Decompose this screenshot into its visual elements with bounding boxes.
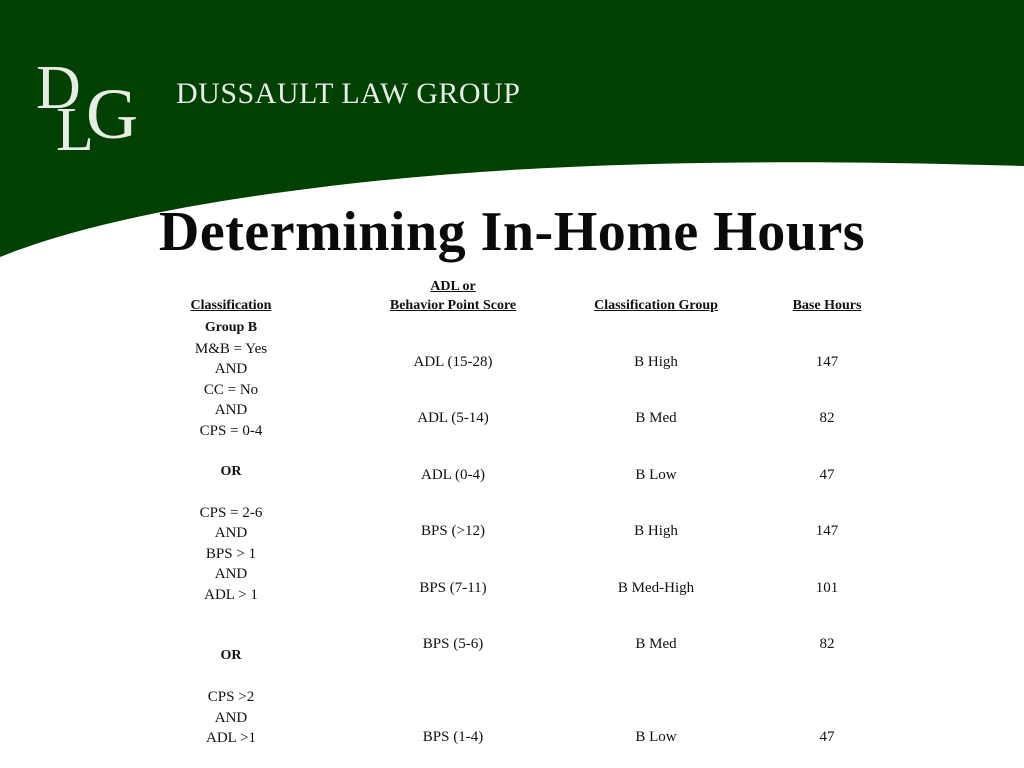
classification-line: ADL > 1 <box>204 586 258 603</box>
classification-line: AND <box>214 361 248 377</box>
group-cell: B Med <box>635 636 677 652</box>
classification-line: AND <box>214 709 248 726</box>
group-cell: B Low <box>635 729 677 745</box>
group-cell: B High <box>634 523 678 539</box>
header-base-hours: Base Hours <box>792 298 862 313</box>
dlg-logo <box>34 46 154 156</box>
score-cell: BPS (1-4) <box>422 729 484 745</box>
classification-cell <box>131 318 331 749</box>
svg-text:L: L <box>56 96 94 156</box>
hours-cell: 47 <box>819 467 835 483</box>
hours-cell: 47 <box>819 729 835 745</box>
classification-spacer <box>131 605 331 626</box>
score-cell: BPS (7-11) <box>419 580 487 596</box>
classification-line: CPS >2 <box>207 689 255 705</box>
group-cell: B High <box>634 354 678 370</box>
group-cell: B Med-High <box>617 580 695 596</box>
classification-line: AND <box>214 566 248 582</box>
classification-spacer <box>131 441 331 462</box>
hours-cell: 82 <box>819 636 835 652</box>
classification-line: Group B <box>204 320 258 335</box>
classification-line: OR <box>220 463 242 479</box>
brand-name: DUSSAULT LAW GROUP <box>176 77 521 110</box>
classification-line: ADL >1 <box>206 730 256 746</box>
classification-line: CC = No <box>203 381 259 398</box>
hours-cell: 147 <box>815 354 839 370</box>
header-classification-group: Classification Group <box>594 298 718 313</box>
classification-line: CPS = 0-4 <box>199 422 263 439</box>
header-classification: Classification <box>190 298 272 313</box>
score-cell: ADL (15-28) <box>413 354 493 370</box>
classification-spacer <box>131 667 331 688</box>
group-cell: B Med <box>635 410 677 426</box>
slide-title: Determining In-Home Hours <box>158 201 866 263</box>
score-cell: ADL (0-4) <box>420 467 485 483</box>
group-cell: B Low <box>635 467 677 483</box>
svg-text:D: D <box>36 54 81 122</box>
svg-text:G: G <box>86 74 138 154</box>
classification-spacer <box>131 626 331 647</box>
hours-cell: 82 <box>819 410 835 426</box>
classification-line: AND <box>214 402 248 418</box>
score-cell: ADL (5-14) <box>417 410 489 426</box>
header-score-line2: Behavior Point Score <box>389 298 517 313</box>
classification-line: M&B = Yes <box>194 340 268 357</box>
hours-cell: 147 <box>815 523 839 539</box>
classification-line: AND <box>214 525 248 541</box>
classification-line: CPS = 2-6 <box>199 504 263 521</box>
score-cell: BPS (5-6) <box>422 636 484 652</box>
header-score-line1: ADL or <box>430 279 476 294</box>
classification-line: OR <box>220 648 242 663</box>
classification-spacer <box>131 482 331 503</box>
score-cell: BPS (>12) <box>421 523 485 539</box>
classification-line: BPS > 1 <box>205 545 257 562</box>
hours-cell: 101 <box>815 580 839 596</box>
